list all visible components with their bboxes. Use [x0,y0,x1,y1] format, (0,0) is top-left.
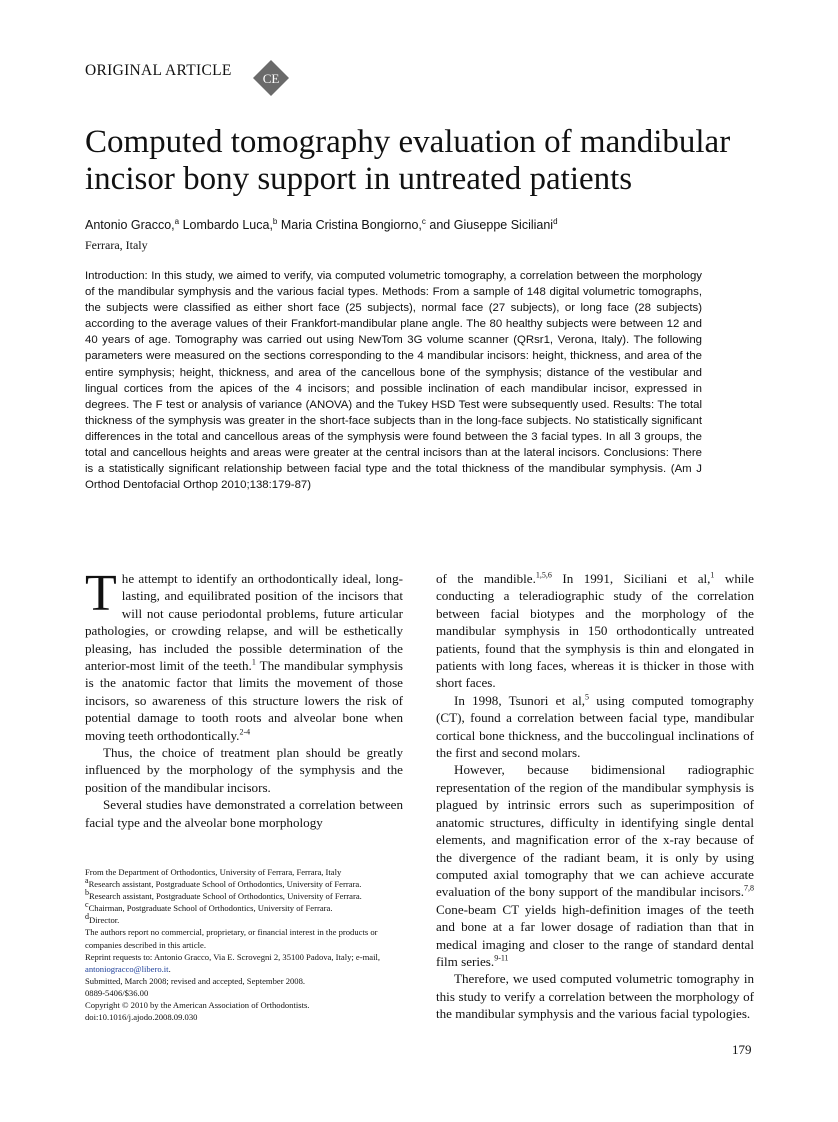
footnote-conflict: The authors report no commercial, proprietary, or financial interest in the products or companies described in this article. [85,927,378,950]
body-column-right [436,570,754,1023]
body-paragraph [85,565,403,744]
author-affiliation-mark: d [553,216,558,226]
body-text: However, because bidimensional radiographic representation of the region of the mandibular symphysis is plagued by intrinsic errors such as superimposition of anatomic structures, difficulty in identifying single dental elements, and magnification error of the x-ray because of the divergence of the radiant beam, it is only by using computed axial tomography that we can achieve accurate evaluation of the bony support of the mandibular incisors. [436,762,754,900]
section-label: ORIGINAL ARTICLE [85,62,232,79]
body-paragraph [436,761,754,970]
abstract: Introduction: In this study, we aimed to verify, via computed volumetric tomography, a correlation between the morphology of the mandibular symphysis and the various facial types. Methods: From a sample of 148 digital volumetric tomographs, the subjects were classified as either short face (25 subjects), normal face (27 subjects), or long face (28 subjects) according to the average values of their Frankfort-mandibular plane angle. The 80 healthy subjects were between 12 and 40 years of age. Tomography was carried out using NewTom 3G volume scanner (QRsr1, Verona, Italy). The following parameters were measured on the sections corresponding to the 4 mandibular incisors: height, thickness, and area of the entire symphysis; height, thickness, and area of the cancellous bone of the symphysis; distance of the vestibular and lingual cortices from the apices of the 4 incisors; and possible inclination of each mandibular incisor, expressed in degrees. The F test or analysis of variance (ANOVA) and the Tukey HSD Test were subsequently used. Results: The total thickness of the symphysis was greater in the short-face subjects than in the long-face subjects. No statistically significant differences in the total and cancellous areas of the symphysis were found between the 3 facial types. In all 3 groups, the total and cancellous heights and areas were greater at the central incisors than at the lateral incisors. Conclusions: There is a statistically significant relationship between facial type and the total thickness of the mandibular symphysis. (Am J Orthod Dentofacial Orthop 2010;138:179-87) [85,270,702,492]
body-column-left [85,565,403,831]
body-paragraph: Therefore, we used computed volumetric tomography in this study to verify a correlation between the morphology of the mandibular symphysis and the various facial typologies. [436,971,754,1022]
author-affiliation-mark: b [272,216,278,226]
citation-ref[interactable]: 1 [710,570,715,580]
body-text: The mandibular symphysis is the anatomic factor that limits the movement of those incisors, so awareness of this structure lowers the risk of potential damage to tooth roots and alveolar bone when moving teeth orthodontically. [85,658,403,743]
citation-ref[interactable]: 5 [585,692,590,702]
author-name: and Giuseppe Siciliani [429,218,554,232]
body-paragraph [436,692,754,762]
ce-journal-logo [253,60,289,96]
body-text: while conducting a teleradiographic study of the correlation between facial biotypes and the morphology of the mandibular symphysis in 150 orthodontically untreated patients, found that the symphysis is thin and elongated in patients with long faces, whereas it is thicker in those with short faces. [436,571,754,691]
citation-ref[interactable]: 2-4 [239,727,251,737]
body-text: of the mandible. [436,571,536,586]
body-text: he attempt to identify an orthodontically ideal, long-lasting, and equilibrated position of the incisors that will not cause periodontal problems, future articular pathologies, or crowding relapse, and will be esthetically pleasing, has included the possible determination of the anterior-most limit of the teeth. [85,571,403,674]
author-name: Antonio Gracco, [85,218,175,232]
footnote-doi[interactable]: doi:10.1016/j.ajodo.2008.09.030 [85,1012,198,1023]
citation-ref[interactable]: 1 [251,657,256,667]
author-name: Lombardo Luca, [182,218,273,232]
citation-ref[interactable]: 7,8 [744,883,754,893]
footnotes [85,866,403,1023]
footnote-reprint: Reprint requests to: Antonio Gracco, Via E. Scrovegni 2, 35100 Padova, Italy; e-mail, antoniogracco@libero.it. [85,951,381,974]
footnote-affiliation: $^c$Chairman, Postgraduate School of Orthodontics, University of Ferrara. [85,900,333,914]
citation-ref[interactable]: 1,5,6 [535,570,552,580]
author-location: Ferrara, Italy [85,238,148,252]
author-name: Maria Cristina Bongiorno, [280,218,422,232]
footnote-copyright: Copyright © 2010 by the American Association of Orthodontists. [85,1000,310,1011]
article-title: Computed tomography evaluation of mandibular incisor bony support in untreated patients [85,124,731,197]
citation-ref[interactable]: 9-11 [494,953,509,963]
email-link[interactable]: antoniogracco@libero.it [85,963,169,974]
body-text: In 1991, Siciliani et al, [551,571,711,586]
author-affiliation-mark: c [421,216,426,226]
footnote-submitted: Submitted, March 2008; revised and accepted, September 2008. [85,975,306,986]
drop-cap: T [85,565,117,622]
footnote-issn: 0889-5406/$36.00 [85,987,149,998]
author-list [85,218,558,232]
author-affiliation-mark: a [174,216,180,226]
body-text: using computed tomography (CT), found a correlation between facial type, mandibular cortical bone thickness, and the buccolingual inclinations of the first and second molars. [436,692,754,761]
body-paragraph [436,570,754,692]
page-number: 179 [732,1042,752,1057]
body-paragraph: Thus, the choice of treatment plan should be greatly influenced by the morphology of the symphysis and the position of the mandibular incisors. [85,745,403,795]
body-paragraph: Several studies have demonstrated a correlation between facial type and the alveolar bone morphology [85,797,403,830]
logo-letters: CE [262,71,280,86]
body-text: Cone-beam CT yields high-definition images of the teeth and bone at a far lower dosage of radiation than that in medical imaging and closer to the range of standard dental film series. [436,901,754,969]
footnote-affiliation: $^d$Director. [85,912,120,926]
body-text: In 1998, Tsunori et al, [454,692,586,708]
footnote-affiliation: $^a$Research assistant, Postgraduate School of Orthodontics, University of Ferrara. [85,876,362,890]
footnote-affiliation: $^b$Research assistant, Postgraduate School of Orthodontics, University of Ferrara. [85,888,362,902]
footnote-department: From the Department of Orthodontics, University of Ferrara, Ferrara, Italy [85,867,342,877]
